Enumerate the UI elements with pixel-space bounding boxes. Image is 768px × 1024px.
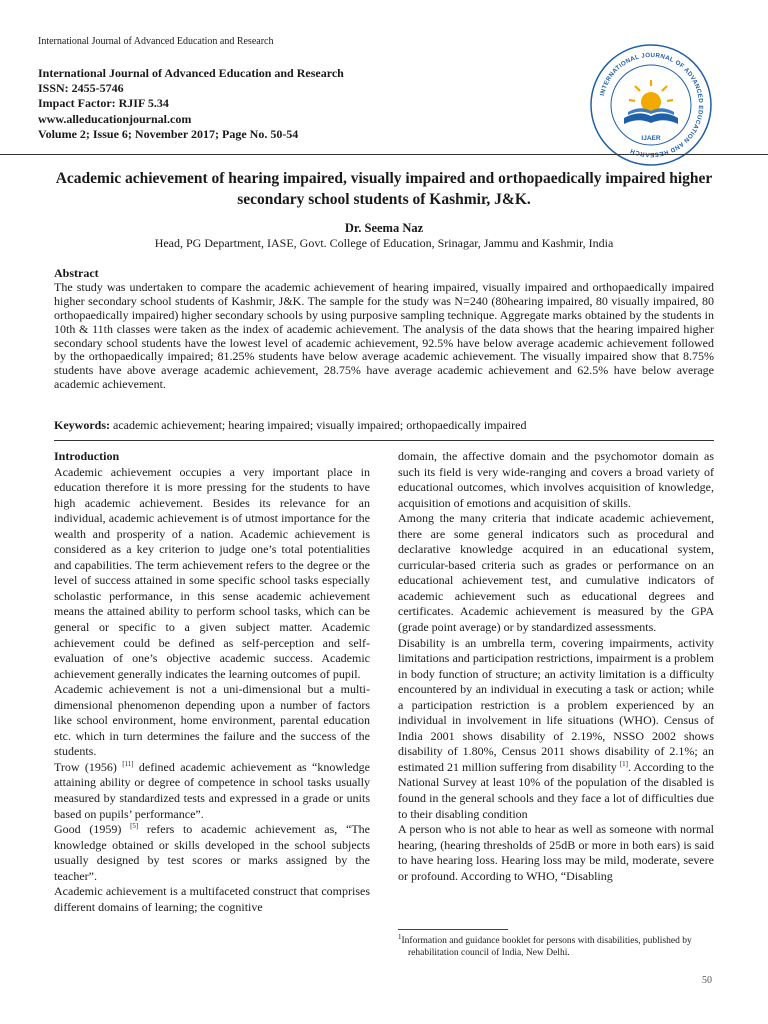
abstract-text: The study was undertaken to compare the academic achievement of hearing impaired, visually impaired and orthopaedically impaired higher secondary school students of Kashmir, J&K. The sample for the study was N=240 (80hearing impaired, 80 visually impaired, 80 orthopaedically impaired) higher secondary schools by using purposive sampling technique. Aggregate marks obtained by the students in 10th & 11th classes were taken as the index of academic achievement. The analysis of the data shows that the hearing impaired higher secondary school students have the lowest level of academic achievement, 92.5% have below average academic achievement followed by the orthopaedically impaired; 81.25% students have below average academic achievement. The visually impaired show that 8.75% students have above average academic achievement, 28.75% have average academic achievement and 62.5% have below average academic achievement.: [54, 279, 714, 392]
logo-bottom-text: IJAER: [641, 135, 661, 142]
journal-volume: Volume 2; Issue 6; November 2017; Page No. 50-54: [38, 126, 299, 141]
paragraph: Good (1959) [5] refers to academic achievement as, “The knowledge obtained or skills developed in the school subjects usually designed by test scores or marks assigned by the teacher”.: [54, 822, 370, 883]
paragraph: Academic achievement is not a uni-dimensional but a multi-dimensional phenomenon depending upon a number of factors like school environment, home environment, parental education etc. which in turn determines the failure and the success of the students.: [54, 682, 370, 759]
keywords-label: Keywords:: [54, 418, 110, 432]
journal-issn: ISSN: 2455-5746: [38, 81, 124, 96]
footnote: $^1$Information and guidance booklet for persons with disabilities, published by rehabilitation council of India, New Delhi.: [398, 932, 692, 958]
right-column: [398, 449, 714, 884]
paragraph: A person who is not able to hear as well as someone with normal hearing, (hearing thresholds of 25dB or more in both ears) is said to have hearing loss. Hearing loss may be mild, moderate, severe or profound. According to WHO, “Disabling: [398, 822, 714, 883]
paragraph: Academic achievement is a multifaceted construct that comprises different domains of learning; the cognitive: [54, 884, 370, 914]
journal-info: [38, 66, 344, 142]
author-name: Dr. Seema Naz: [344, 221, 424, 235]
logo-ring-text: INTERNATIONAL JOURNAL OF ADVANCED EDUCATION AND RESEARCH: [598, 51, 705, 159]
footnote-divider: [398, 929, 508, 930]
journal-impact-factor: Impact Factor: RJIF 5.34: [38, 96, 169, 111]
citation-ref[interactable]: [5]: [130, 822, 139, 831]
paragraph: Among the many criteria that indicate academic achievement, there are some general indicators such as procedural and declarative knowledge acquired in an educational system, curricular-based criteria such as grades or performance on an educational achievement test, and cumulative indicators of academic achievement such as educational degrees and certificates. Academic achievement is measured by the GPA (grade point average) or by standardized assessments.: [398, 511, 714, 635]
running-head: International Journal of Advanced Education and Research: [38, 36, 274, 47]
section-heading-introduction: Introduction: [54, 449, 120, 463]
citation-ref[interactable]: [11]: [122, 759, 134, 768]
sun-icon: [629, 80, 673, 112]
header-divider: [0, 154, 768, 155]
left-column: [54, 449, 370, 915]
paper-title: Academic achievement of hearing impaired, visually impaired and orthopaedically impaired higher secondary school students of Kashmir, J&K.: [55, 170, 713, 208]
page-number: 50: [702, 975, 712, 986]
journal-website: www.alleducationjournal.com: [38, 111, 192, 126]
paragraph: Trow (1956) [11] defined academic achievement as “knowledge attaining ability or degree of competence in school tasks usually measured by standardized tests and expressed in a grade or units based on pupils’ performance”.: [54, 759, 371, 821]
abstract: [54, 267, 714, 392]
journal-name: International Journal of Advanced Education and Research: [38, 66, 344, 80]
abstract-heading: Abstract: [54, 266, 99, 280]
journal-logo: [588, 42, 714, 168]
author-affiliation: Head, PG Department, IASE, Govt. College of Education, Srinagar, Jammu and Kashmir, India: [154, 236, 614, 250]
keywords-divider: [54, 440, 714, 441]
keywords: [54, 418, 714, 433]
paragraph: domain, the affective domain and the psychomotor domain as such its field is very wide-ranging and covers a broad variety of educational outcomes, which involves acquisition of knowledge, acquisition of emotions and acquisition of skills.: [398, 449, 714, 510]
paragraph: Disability is an umbrella term, covering impairments, activity limitations and participation restrictions, impairment is a problem in body function of structure; an activity limitation is a difficulty encountered by an individual in executing a task or action; while a participation restriction is a problem experienced by an individual in involvement in life situations (WHO). Census of India 2001 shows disability of 2.19%, NSSO 2002 shows disability of 1.80%, Census 2011 shows disability of 2.1%; an estimated 21 million suffering from disability [1]. According to the National Survey at least 10% of the population of the disabled is found in the general schools and they face a lot of difficulties due to their disabling condition: [398, 635, 715, 821]
citation-ref[interactable]: [1]: [619, 759, 628, 768]
paragraph: Academic achievement occupies a very important place in education therefore it is more pressing for the students to have high academic achievement. Besides its relevance for an individual, academic achievement is of utmost importance for the wealth and prosperity of a nation. Academic achievement is considered as a key criterion to judge one’s total potentialities and capabilities. The term achievement refers to the degree or the level of success attained in some specific school tasks especially scholastic performance, in this sense academic achievement means the attained ability to perform school tasks, which can be general or specific to a given subject matter. Academic achievement could be defined as self-perception and self-evaluation of one’s objective academic success. Academic achievement generally indicates the learning outcomes of pupil.: [54, 464, 370, 681]
footnote-mark: 1: [398, 932, 402, 941]
keywords-text: academic achievement; hearing impaired; visually impaired; orthopaedically impaired: [113, 418, 527, 432]
